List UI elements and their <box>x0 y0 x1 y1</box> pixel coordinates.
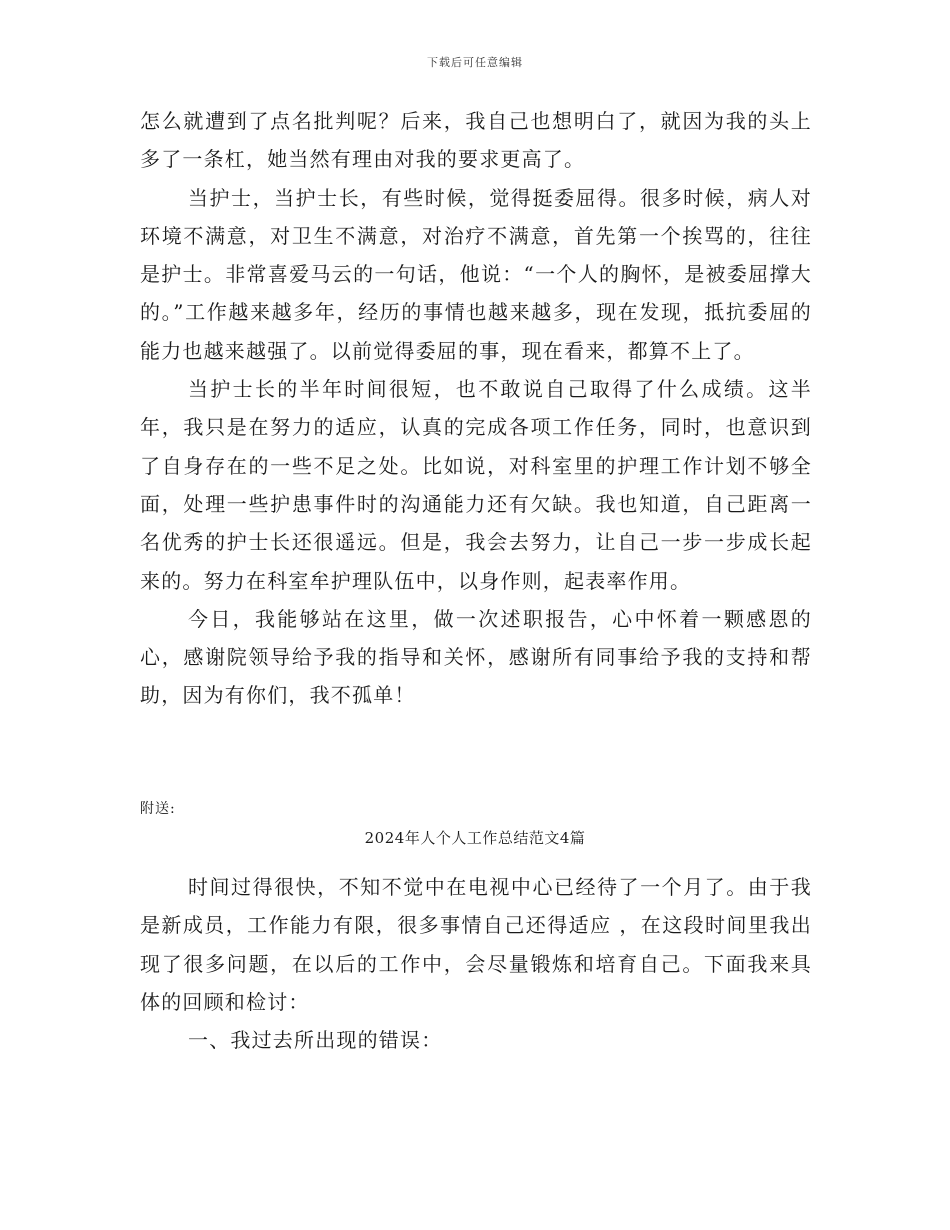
paragraph-continuation: 怎么就遭到了点名批判呢？后来，我自己也想明白了，就因为我的头上多了一条杠，她当然有理由对我的要求更高了。 <box>140 109 812 172</box>
paragraph-intro: 时间过得很快，不知不觉中在电视中心已经待了一个月了。由于我是新成员，工作能力有限，很多事情自己还得适应 ，在这段时间里我出现了很多问题，在以后的工作中，会尽量锻炼和培育自己。下面我来具体的回顾和检讨： <box>140 875 812 1014</box>
paragraph-grievance: 当护士，当护士长，有些时候，觉得挺委屈得。很多时候，病人对环境不满意，对卫生不满意，对治疗不满意，首先第一个挨骂的，往往是护士。非常喜爱马云的一句话，他说：“一个人的胸怀，是被委屈撑大的。”工作越来越多年，经历的事情也越来越多，现在发现，抵抗委屈的能力也越来越强了。以前觉得委屈的事，现在看来，都算不上了。 <box>140 185 812 363</box>
page-header-note: 下载后可任意编辑 <box>427 56 523 69</box>
appendix-label: 附送: <box>140 801 176 817</box>
paragraph-gratitude: 今日，我能够站在这里，做一次述职报告，心中怀着一颗感恩的心，感谢院领导给予我的指导和关怀，感谢所有同事给予我的支持和帮助，因为有你们，我不孤单！ <box>140 606 812 708</box>
appendix-title: 2024年人个人工作总结范文4篇 <box>364 829 586 847</box>
paragraph-heading-mistakes: 一、我过去所出现的错误： <box>188 1028 443 1053</box>
summary-body <box>140 868 812 1059</box>
paragraph-half-year: 当护士长的半年时间很短，也不敢说自己取得了什么成绩。这半年，我只是在努力的适应，认真的完成各项工作任务，同时，也意识到了自身存在的一些不足之处。比如说，对科室里的护理工作计划不够全面，处理一些护患事件时的沟通能力还有欠缺。我也知道，自己距离一名优秀的护士长还很遥远。但是，我会去努力，让自己一步一步成长起来的。努力在科室牟护理队伍中，以身作则，起表率作用。 <box>140 377 812 593</box>
report-body <box>140 102 812 715</box>
